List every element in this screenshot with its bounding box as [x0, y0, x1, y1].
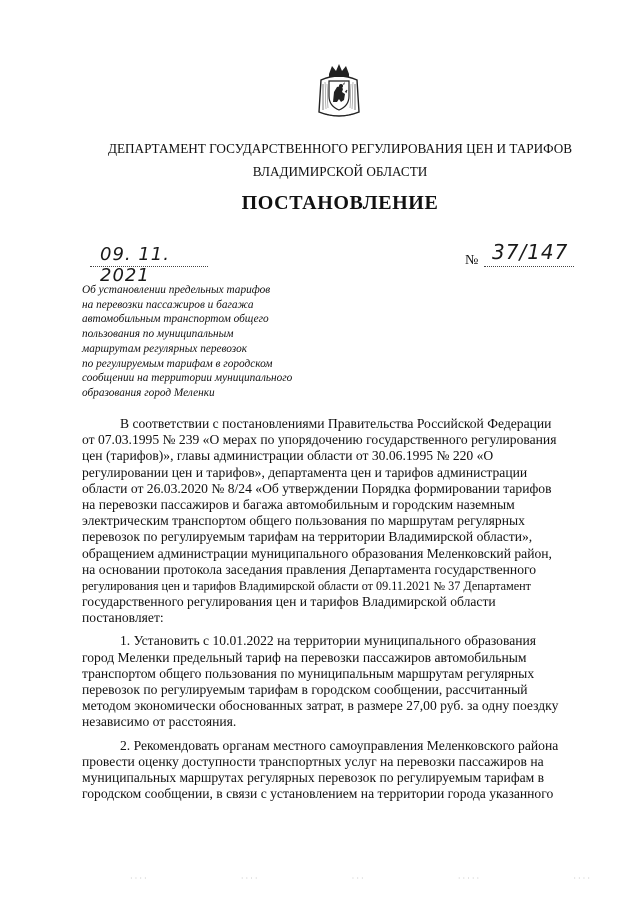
document-number: 37/147: [492, 240, 569, 264]
body-line: постановляет:: [82, 610, 164, 626]
department-name-line2: ВЛАДИМИРСКОЙ ОБЛАСТИ: [252, 164, 428, 179]
body-line: перевозок по регулируемым тарифам в городском сообщении, рассчитанный: [82, 682, 528, 697]
subject-line: маршрутам регулярных перевозок: [82, 342, 247, 355]
body-line: на основании протокола заседания правления Департамента государственного: [82, 561, 537, 577]
body-line: методом экономически обоснованных затрат, в размере 27,00 руб. за одну поездку: [82, 698, 559, 714]
number-sign: №: [465, 253, 479, 268]
body-line: В соответствии с постановлениями Правительства Российской Федерации: [120, 416, 552, 431]
subject-line: по регулируемым тарифам в городском: [82, 357, 273, 370]
department-name-line1: ДЕПАРТАМЕНТ ГОСУДАРСТВЕННОГО РЕГУЛИРОВАНИЯ ЦЕН И ТАРИФОВ: [107, 141, 573, 156]
subject-line: образования город Меленки: [82, 386, 215, 399]
body-line: на перевозки пассажиров и багажа автомобильным и городским наземным: [82, 496, 515, 512]
body-line: от 07.03.1995 № 239 «О мерах по упорядочению государственного регулирования: [82, 432, 557, 448]
coat-of-arms-icon: [317, 62, 361, 118]
clause-2-paragraph: [82, 738, 588, 803]
subject-line: Об установлении предельных тарифов: [82, 284, 271, 296]
body-line: области от 26.03.2020 № 8/24 «Об утверждении Порядка формировании тарифов: [82, 480, 552, 496]
preamble-paragraph: [82, 416, 588, 626]
body-line: независимо от расстояния.: [82, 714, 237, 730]
subject-line: автомобильным транспортом общего: [82, 313, 269, 326]
subject-line: сообщении на территории муниципального: [82, 372, 293, 385]
subject-line: пользования по муниципальным: [82, 328, 234, 341]
document-type-title: ПОСТАНОВЛЕНИЕ: [241, 192, 439, 214]
body-line: регулировании цен и тарифов», департамента цен и тарифов администрации: [82, 464, 528, 480]
body-line: 2. Рекомендовать органам местного самоуправления Меленковского района: [120, 737, 559, 753]
body-line: перевозок по регулируемым тарифам на территории Владимирской области»,: [82, 529, 533, 545]
clause-1-paragraph: [82, 633, 588, 730]
body-line: 1. Установить с 10.01.2022 на территории муниципального образования: [120, 633, 537, 649]
body-line: провести оценку доступности транспортных услуг на перевозки пассажиров на: [82, 753, 544, 769]
body-line: государственного регулирования цен и тарифов Владимирской области: [82, 594, 496, 610]
body-line: город Меленки предельный тариф на перевозки пассажиров автомобильным: [82, 649, 527, 665]
document-date: 09. 11. 2021: [100, 244, 170, 286]
document-subject: [82, 283, 332, 401]
scan-footer-noise: · · · · · · · · · · · · · · · · · · · ·: [130, 874, 590, 883]
body-line: регулирования цен и тарифов Владимирской области от 09.11.2021 № 37 Департамент: [82, 578, 531, 593]
subject-line: на перевозки пассажиров и багажа: [82, 298, 254, 311]
number-underline: [484, 266, 574, 267]
body-line: обращением администрации муниципального образования Меленковский район,: [82, 545, 552, 561]
date-underline: [90, 266, 208, 267]
body-line: транспортом общего пользования по муниципальным маршрутам регулярных: [82, 665, 535, 681]
document-body: [82, 416, 588, 802]
body-line: электрическим транспортом общего пользования по маршрутам регулярных: [82, 513, 525, 529]
body-line: муниципальных маршрутах регулярных перевозок по регулируемым тарифам в: [82, 769, 545, 785]
body-line: цен (тарифов)», главы администрации области от 30.06.1995 № 220 «О: [82, 448, 494, 464]
body-line: городском сообщении, в связи с установлением на территории города указанного: [82, 786, 554, 802]
